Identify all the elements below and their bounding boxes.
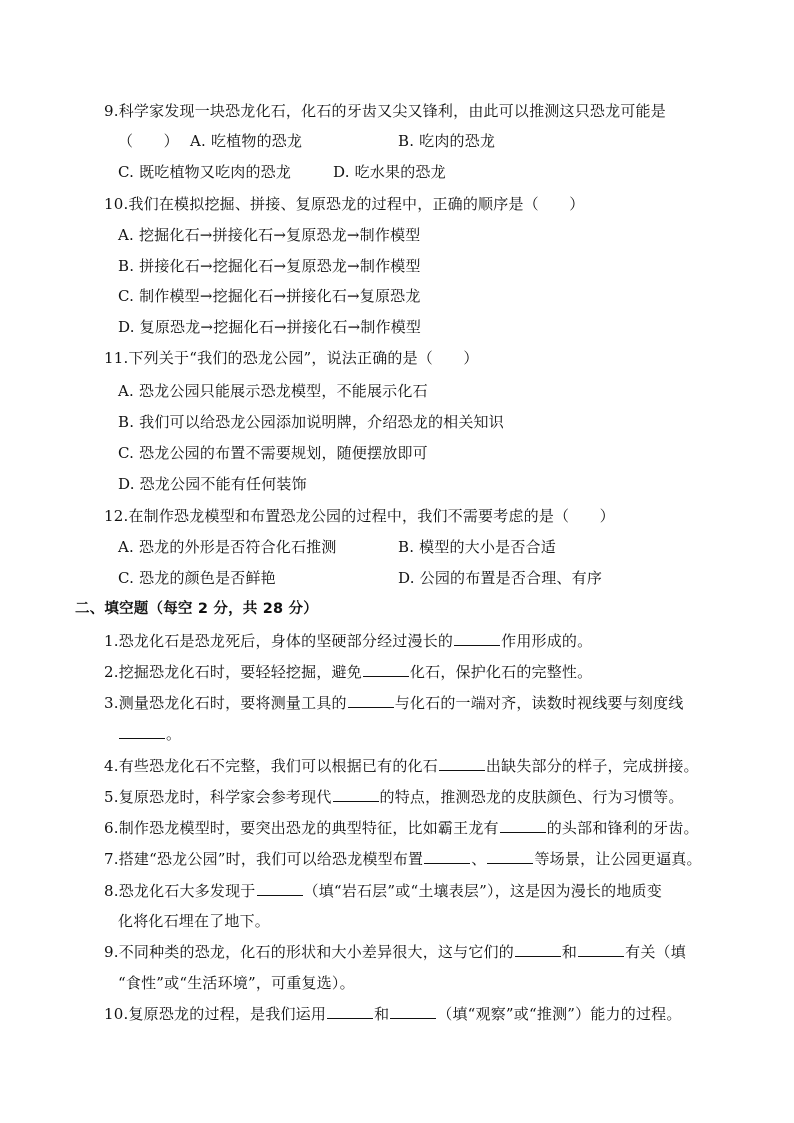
q12-option-b: B. 模型的大小是否合适 — [398, 538, 556, 556]
q9-option-a: A. 吃植物的恐龙 — [190, 132, 303, 150]
q9-paren: （ ） — [118, 132, 179, 150]
fill-5-text-pre: 5.复原恐龙时，科学家会参考现代 — [104, 788, 332, 806]
q10-option-c: C. 制作模型→挖掘化石→拼接化石→复原恐龙 — [118, 287, 421, 305]
fill-7-text-pre: 7.搭建“恐龙公园”时，我们可以给恐龙模型布置 — [104, 850, 424, 868]
fill-6-blank[interactable] — [500, 818, 546, 833]
fill-6-text-pre: 6.制作恐龙模型时，要突出恐龙的典型特征，比如霸王龙有 — [104, 819, 499, 837]
fill-8-text-pre: 8.恐龙化石大多发现于 — [104, 882, 256, 900]
fill-question-4 — [104, 756, 699, 776]
fill-question-9 — [104, 942, 686, 962]
q11-option-a: A. 恐龙公园只能展示恐龙模型，不能展示化石 — [118, 382, 428, 400]
fill-7-blank-2[interactable] — [487, 849, 533, 864]
fill-6-text-post: 的头部和锋利的牙齿。 — [546, 819, 699, 837]
fill-4-blank[interactable] — [439, 756, 485, 771]
fill-9-text-post: 有关（填 — [625, 943, 686, 961]
fill-question-6 — [104, 818, 699, 838]
fill-9-blank-2[interactable] — [578, 942, 624, 957]
q11-stem: 11.下列关于“我们的恐龙公园”，说法正确的是（ ） — [104, 349, 479, 367]
fill-9-blank-1[interactable] — [515, 942, 561, 957]
q9-option-d: D. 吃水果的恐龙 — [333, 163, 446, 181]
fill-question-10 — [104, 1004, 682, 1024]
fill-2-text-post: 化石，保护化石的完整性。 — [409, 663, 593, 681]
fill-2-blank[interactable] — [363, 662, 409, 677]
fill-question-8-continued: 化将化石埋在了地下。 — [118, 912, 271, 930]
fill-3-text-end: 。 — [166, 725, 182, 743]
fill-8-blank[interactable] — [257, 881, 303, 896]
fill-1-blank[interactable] — [454, 631, 500, 646]
fill-question-9-continued: “食性”或“生活环境”，可重复选）。 — [118, 974, 355, 992]
fill-7-blank-1[interactable] — [424, 849, 470, 864]
fill-3-text-pre: 3.测量恐龙化石时，要将测量工具的 — [104, 694, 347, 712]
q10-option-b: B. 拼接化石→挖掘化石→复原恐龙→制作模型 — [118, 257, 421, 275]
fill-question-2 — [104, 662, 592, 682]
q12-option-a: A. 恐龙的外形是否符合化石推测 — [118, 538, 337, 556]
fill-5-blank[interactable] — [333, 787, 379, 802]
fill-10-text-pre: 10.复原恐龙的过程，是我们运用 — [104, 1005, 327, 1023]
fill-9-text-mid: 和 — [561, 943, 578, 961]
section-heading-fill-in: 二、填空题（每空 2 分，共 28 分） — [75, 601, 318, 617]
fill-4-text-post: 出缺失部分的样子，完成拼接。 — [485, 757, 699, 775]
fill-3-blank-2[interactable] — [119, 724, 165, 739]
q9-option-c: C. 既吃植物又吃肉的恐龙 — [118, 163, 292, 181]
fill-question-3 — [104, 693, 684, 713]
fill-question-8 — [104, 881, 662, 901]
q11-option-d: D. 恐龙公园不能有任何装饰 — [118, 475, 307, 493]
fill-1-text-pre: 1.恐龙化石是恐龙死后，身体的坚硬部分经过漫长的 — [104, 632, 454, 650]
fill-8-text-post: （填“岩石层”或“土壤表层”），这是因为漫长的地质变 — [303, 882, 662, 900]
fill-7-text-mid: 、 — [471, 850, 487, 868]
fill-question-7 — [104, 849, 702, 869]
q12-stem: 12.在制作恐龙模型和布置恐龙公园的过程中，我们不需要考虑的是（ ） — [104, 507, 615, 525]
q9-option-b: B. 吃肉的恐龙 — [398, 132, 496, 150]
fill-2-text-pre: 2.挖掘恐龙化石时，要轻轻挖掘，避免 — [104, 663, 362, 681]
q9-stem: 9.科学家发现一块恐龙化石，化石的牙齿又尖又锋利，由此可以推测这只恐龙可能是 — [104, 102, 666, 120]
q10-option-d: D. 复原恐龙→挖掘化石→拼接化石→制作模型 — [118, 318, 422, 336]
fill-9-text-pre: 9.不同种类的恐龙，化石的形状和大小差异很大，这与它们的 — [104, 943, 514, 961]
fill-question-1 — [104, 631, 592, 651]
fill-question-3-continued — [118, 724, 181, 744]
q12-option-c: C. 恐龙的颜色是否鲜艳 — [118, 569, 276, 587]
q10-stem: 10.我们在模拟挖掘、拼接、复原恐龙的过程中，正确的顺序是（ ） — [104, 195, 585, 213]
fill-1-text-post: 作用形成的。 — [501, 632, 593, 650]
fill-10-blank-1[interactable] — [327, 1004, 373, 1019]
fill-5-text-post: 的特点，推测恐龙的皮肤颜色、行为习惯等。 — [379, 788, 684, 806]
fill-3-text-post: 与化石的一端对齐，读数时视线要与刻度线 — [394, 694, 684, 712]
q11-option-b: B. 我们可以给恐龙公园添加说明牌，介绍恐龙的相关知识 — [118, 413, 504, 431]
q11-option-c: C. 恐龙公园的布置不需要规划，随便摆放即可 — [118, 444, 428, 462]
fill-question-5 — [104, 787, 684, 807]
fill-10-text-mid: 和 — [374, 1005, 390, 1023]
q10-option-a: A. 挖掘化石→拼接化石→复原恐龙→制作模型 — [118, 226, 421, 244]
q12-option-d: D. 公园的布置是否合理、有序 — [398, 569, 603, 587]
fill-10-blank-2[interactable] — [390, 1004, 436, 1019]
fill-10-text-post: （填“观察”或“推测”）能力的过程。 — [437, 1005, 682, 1023]
fill-4-text-pre: 4.有些恐龙化石不完整，我们可以根据已有的化石 — [104, 757, 438, 775]
fill-7-text-post: 等场景，让公园更逼真。 — [534, 850, 702, 868]
fill-3-blank-1[interactable] — [348, 693, 394, 708]
